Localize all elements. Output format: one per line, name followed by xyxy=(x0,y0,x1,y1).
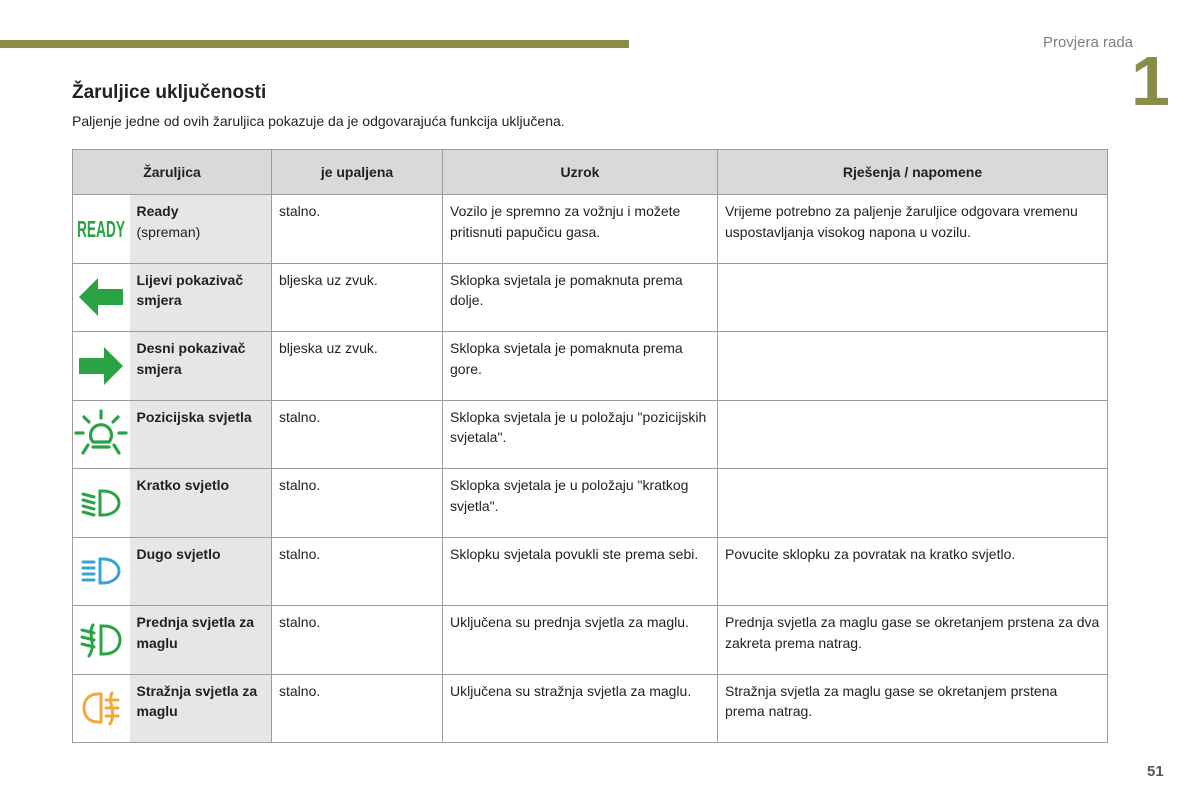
lamp-name: Dugo svjetlo xyxy=(130,537,272,606)
lamp-solution xyxy=(718,469,1108,538)
lamp-state: stalno. xyxy=(272,674,443,743)
lamp-solution: Stražnja svjetla za maglu gase se okretanjem prstena prema natrag. xyxy=(718,674,1108,743)
lamp-solution: Prednja svjetla za maglu gase se okretanjem prstena za dva zakreta prema natrag. xyxy=(718,606,1108,675)
lamp-name: Pozicijska svjetla xyxy=(130,400,272,469)
lamp-cause: Uključena su stražnja svjetla za maglu. xyxy=(443,674,718,743)
lamp-cause: Sklopka svjetala je pomaknuta prema dolje. xyxy=(443,263,718,332)
lamp-solution xyxy=(718,263,1108,332)
table-row xyxy=(73,263,1108,332)
lamp-solution: Povucite sklopku za povratak na kratko svjetlo. xyxy=(718,537,1108,606)
lamp-cause: Sklopka svjetala je pomaknuta prema gore. xyxy=(443,332,718,401)
position-lights-icon xyxy=(74,409,128,459)
front-fog-icon xyxy=(79,622,123,658)
lamp-name: Stražnja svjetla za maglu xyxy=(130,674,272,743)
lamp-name-note: (spreman) xyxy=(136,223,201,240)
lamp-name: Ready xyxy=(136,203,179,219)
page-title: Žaruljice uključenosti xyxy=(72,82,267,103)
dipped-beam-icon xyxy=(80,488,122,518)
table-row xyxy=(73,400,1108,469)
lamp-name: Desni pokazivač smjera xyxy=(130,332,272,401)
lamp-state: stalno. xyxy=(272,469,443,538)
lamp-state: stalno. xyxy=(272,400,443,469)
ready-icon xyxy=(75,215,127,243)
left-arrow-icon xyxy=(77,275,125,319)
column-header-state: je upaljena xyxy=(272,150,443,195)
rear-fog-icon xyxy=(81,690,121,726)
lamp-state: bljeska uz zvuk. xyxy=(272,263,443,332)
lamp-solution xyxy=(718,332,1108,401)
lamp-name: Lijevi pokazivač smjera xyxy=(130,263,272,332)
intro-text: Paljenje jedne od ovih žaruljica pokazuje da je odgovarajuća funkcija uključena. xyxy=(72,113,565,129)
lamp-name: Kratko svjetlo xyxy=(130,469,272,538)
lamp-cause: Sklopku svjetala povukli ste prema sebi. xyxy=(443,537,718,606)
lamp-name: Prednja svjetla za maglu xyxy=(130,606,272,675)
column-header-cause: Uzrok xyxy=(443,150,718,195)
lamp-solution: Vrijeme potrebno za paljenje žaruljice odgovara vremenu uspostavljanja visokog napona u vozilu. xyxy=(718,195,1108,264)
lamp-cause: Sklopka svjetala je u položaju "pozicijskih svjetala". xyxy=(443,400,718,469)
column-header-solution: Rješenja / napomene xyxy=(718,150,1108,195)
lamp-cause: Uključena su prednja svjetla za maglu. xyxy=(443,606,718,675)
header-rule xyxy=(0,40,629,48)
lamp-state: stalno. xyxy=(272,606,443,675)
page-number: 51 xyxy=(1147,763,1164,780)
table-row xyxy=(73,537,1108,606)
chapter-number: 1 xyxy=(1131,42,1170,120)
table-row xyxy=(73,469,1108,538)
warning-lights-table xyxy=(72,149,1108,743)
main-beam-icon xyxy=(80,556,122,586)
table-row xyxy=(73,195,1108,264)
svg-text:READY: READY xyxy=(77,215,126,242)
lamp-solution xyxy=(718,400,1108,469)
lamp-state: stalno. xyxy=(272,195,443,264)
lamp-cause: Vozilo je spremno za vožnju i možete pritisnuti papučicu gasa. xyxy=(443,195,718,264)
table-row xyxy=(73,332,1108,401)
lamp-cause: Sklopka svjetala je u položaju "kratkog svjetla". xyxy=(443,469,718,538)
table-header-row xyxy=(73,150,1108,195)
right-arrow-icon xyxy=(77,344,125,388)
lamp-state: stalno. xyxy=(272,537,443,606)
column-header-lamp: Žaruljica xyxy=(73,150,272,195)
table-row xyxy=(73,606,1108,675)
lamp-state: bljeska uz zvuk. xyxy=(272,332,443,401)
table-row xyxy=(73,674,1108,743)
section-name: Provjera rada xyxy=(1042,34,1133,51)
